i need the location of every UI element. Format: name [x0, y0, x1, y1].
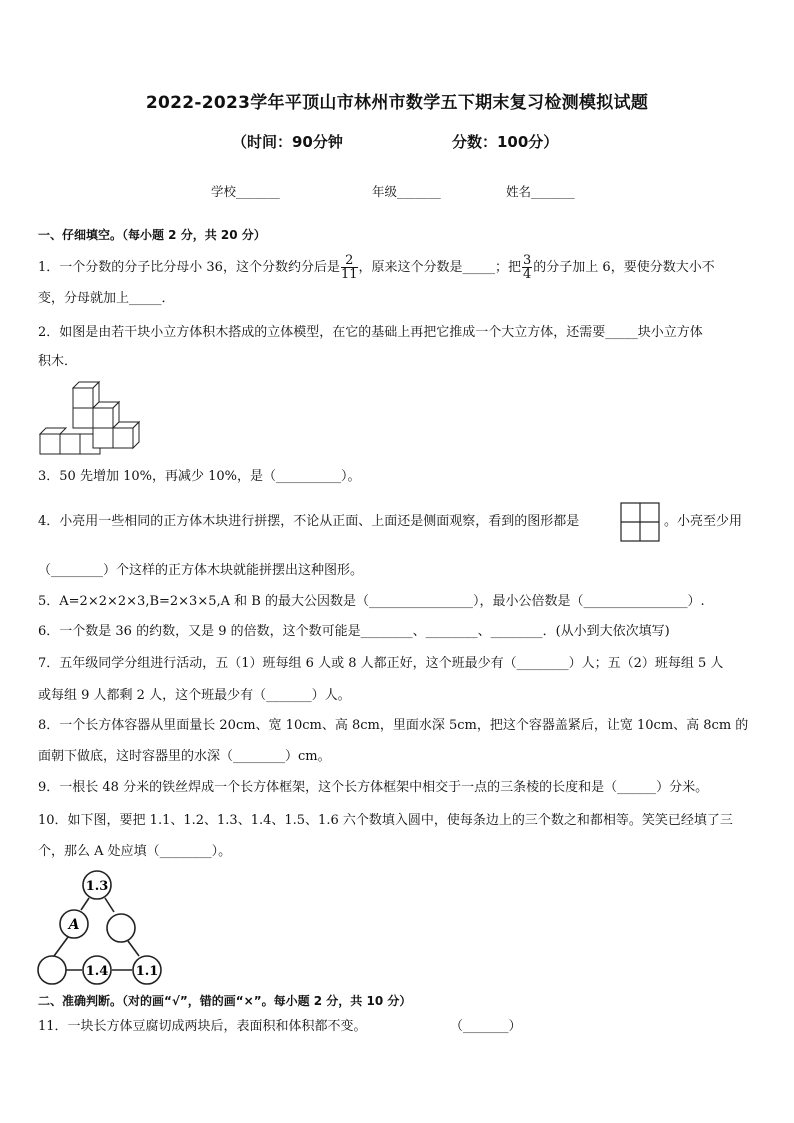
circle-label-bottom-right: 1.1	[135, 964, 159, 979]
fraction-2-11	[341, 254, 358, 281]
question-10-line-1: 10．如下图，要把 1.1、1.2、1.3、1.4、1.5、1.6 六个数填入圆中，使每条边上的三个数之和都相等。笑笑已经填了三	[38, 813, 733, 828]
cube-stack-figure	[38, 380, 140, 458]
exam-score: 分数：100分）	[452, 133, 559, 151]
question-3: 3．50 先增加 10%，再减少 10%，是（__________）。	[38, 469, 361, 484]
fraction-3-4	[522, 254, 532, 281]
question-1-text-b: ，原来这个分数是_____；把	[358, 260, 522, 275]
question-6: 6．一个数是 36 的约数，又是 9 的倍数，这个数可能是________、________、________．(从小到大依次填写)	[38, 624, 670, 639]
question-8-line-1: 8．一个长方体容器从里面量长 20cm、宽 10cm、高 8cm，里面水深 5cm，把这个容器盖紧后，让宽 10cm、高 8cm 的	[38, 718, 749, 733]
question-7-line-2: 或每组 9 人都剩 2 人，这个班最少有（_______）人。	[38, 688, 351, 703]
circle-label-a: A	[68, 917, 80, 933]
question-9: 9．一根长 48 分米的铁丝焊成一个长方体框架，这个长方体框架中相交于一点的三条棱的长度和是（______）分米。	[38, 780, 709, 795]
question-8-line-2: 面朝下做底，这时容器里的水深（________）cm。	[38, 749, 331, 764]
section-1-heading: 一、仔细填空。（每小题 2 分，共 20 分）	[38, 228, 266, 242]
question-1-text-a: 1．一个分数的分子比分母小 36，这个分数约分后是	[38, 260, 340, 275]
question-2-line-2: 积木．	[38, 354, 78, 369]
question-2-line-1: 2．如图是由若干块小立方体积木搭成的立体模型，在它的基础上再把它推成一个大立方体，还需要_____块小立方体	[38, 325, 703, 340]
question-11: 11．一块长方体豆腐切成两块后，表面积和体积都不变。	[38, 1019, 367, 1034]
section-2-heading: 二、准确判断。（对的画“√”，错的画“×”。每小题 2 分，共 10 分）	[38, 994, 412, 1008]
grade-field: 年级_______	[372, 184, 441, 199]
circle-node	[38, 956, 66, 984]
question-1-line-2: 变，分母就加上_____．	[38, 291, 175, 306]
circle-node	[107, 914, 135, 942]
fraction-denominator: 11	[340, 267, 358, 282]
question-5: 5．A=2×2×2×3,B=2×3×5,A 和 B 的最大公因数是（________________），最小公倍数是（________________）.	[38, 594, 705, 609]
question-4-text-b: 。小亮至少用	[664, 514, 743, 529]
question-11-blank: （_______）	[450, 1019, 522, 1034]
question-7-line-1: 7．五年级同学分组进行活动，五（1）班每组 6 人或 8 人都正好，这个班最少有（________）人；五（2）班每组 5 人	[38, 656, 724, 671]
grid-figure	[620, 502, 660, 542]
name-field: 姓名_______	[506, 184, 575, 199]
question-10-line-2: 个，那么 A 处应填（________）。	[38, 844, 232, 859]
circle-label-top: 1.3	[85, 879, 109, 894]
question-1	[38, 254, 760, 281]
circle-label-bottom-mid: 1.4	[85, 964, 109, 979]
exam-title: 2022-2023学年平顶山市林州市数学五下期末复习检测模拟试题	[145, 93, 649, 113]
exam-time: （时间：90分钟	[232, 133, 343, 151]
school-field: 学校_______	[211, 184, 280, 199]
question-4-line-2: （________）个这样的正方体木块就能拼摆出这种图形。	[38, 563, 364, 578]
question-4-text-a: 4．小亮用一些相同的正方体木块进行拼摆，不论从正面、上面还是侧面观察，看到的图形都是	[38, 514, 580, 529]
triangle-circle-figure	[36, 868, 166, 990]
fraction-denominator: 4	[523, 267, 532, 282]
question-1-text-c: 的分子加上 6，要使分数大小不	[533, 260, 715, 275]
fraction-numerator: 3	[523, 253, 532, 268]
fraction-numerator: 2	[341, 254, 358, 268]
